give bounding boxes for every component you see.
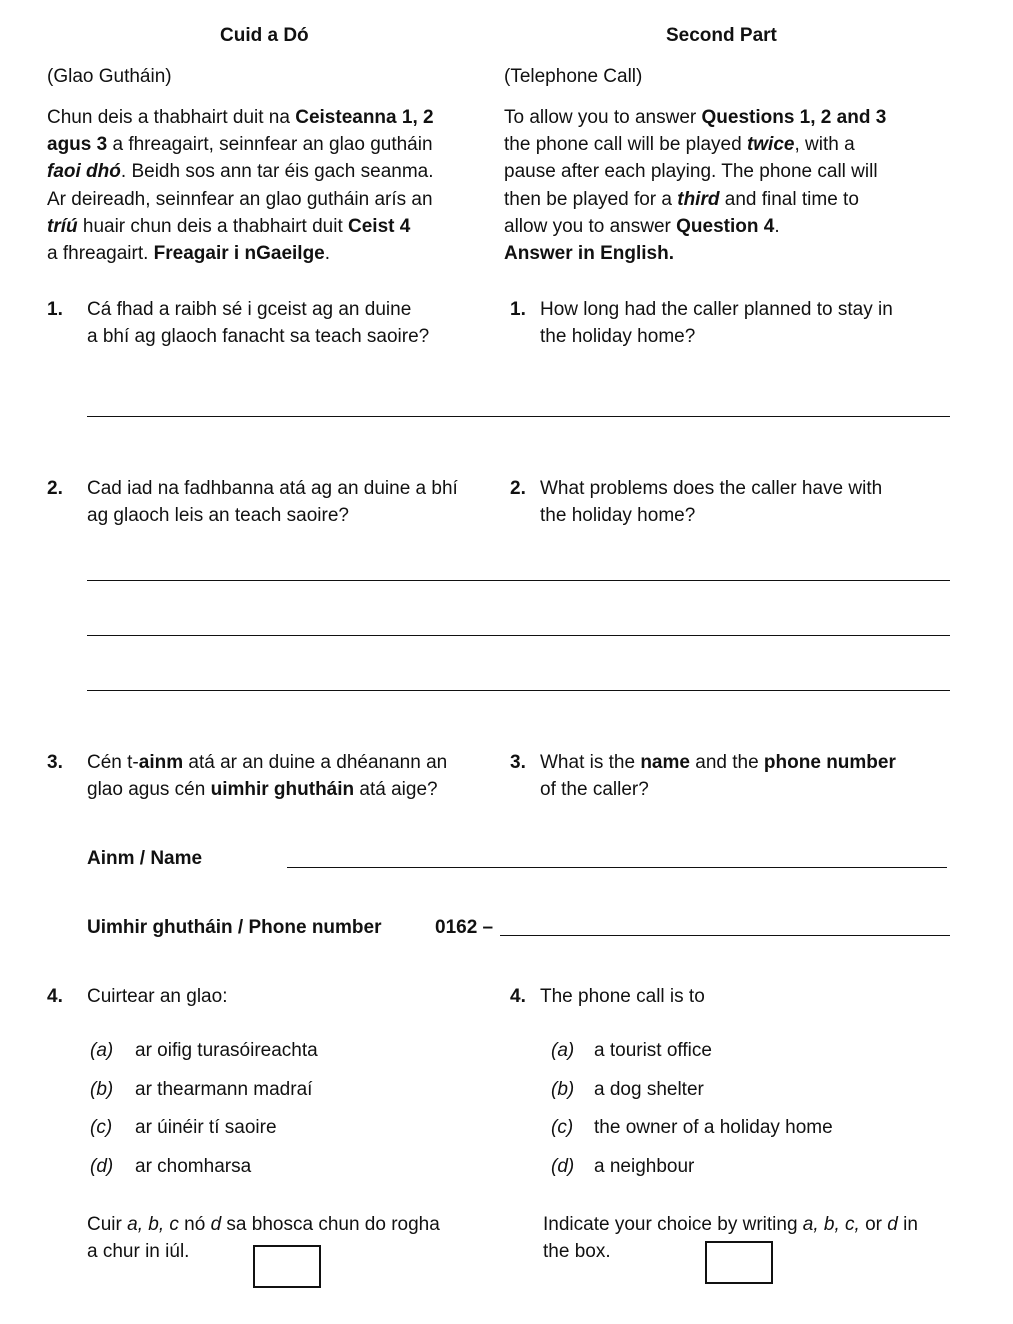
question-en-text: and the xyxy=(689,752,764,773)
answer-line[interactable] xyxy=(87,580,950,581)
question-en-text: The phone call is to xyxy=(540,986,705,1007)
question-number: 3. xyxy=(510,752,526,773)
left-subtitle: (Glao Gutháin) xyxy=(47,66,172,87)
intro-ga-bold: Ceisteanna 1, 2 xyxy=(295,107,434,128)
option-letter: (c) xyxy=(551,1117,574,1138)
question-ga-text: glao agus cén xyxy=(87,779,211,800)
instruction-text: the box. xyxy=(543,1241,611,1262)
option-en-text: a dog shelter xyxy=(594,1079,704,1100)
question-number: 2. xyxy=(510,478,526,499)
intro-en-bold: Answer in English. xyxy=(504,243,674,264)
question-number: 4. xyxy=(510,986,526,1007)
intro-en-text: allow you to answer xyxy=(504,216,677,237)
option-en-c xyxy=(551,1114,573,1141)
question-ga-bold: ainm xyxy=(138,752,184,773)
option-letter: (a) xyxy=(90,1040,114,1061)
option-en-text: the owner of a holiday home xyxy=(594,1117,833,1138)
answer-line[interactable] xyxy=(87,690,950,691)
question-en-text: the holiday home? xyxy=(540,326,696,347)
question-en-bold: phone number xyxy=(763,752,896,773)
answer-box-ga[interactable] xyxy=(253,1245,321,1288)
answer-box-en[interactable] xyxy=(705,1241,773,1284)
intro-en-text: , with a xyxy=(794,134,855,155)
option-ga-d xyxy=(90,1153,113,1180)
question-en-text: What is the xyxy=(540,752,641,773)
option-en-d xyxy=(551,1153,574,1180)
instruction-text: a chur in iúl. xyxy=(87,1241,190,1262)
question-ga-text: ag glaoch leis an teach saoire? xyxy=(87,505,349,526)
name-label: Ainm / Name xyxy=(87,848,203,869)
question-ga-text: atá aige? xyxy=(354,779,438,800)
instruction-text: sa bhosca chun do rogha xyxy=(221,1214,440,1235)
question-ga-text: Cá fhad a raibh sé i gceist ag an duine xyxy=(87,299,412,320)
instruction-text: Cuir xyxy=(87,1214,128,1235)
instruction-emphasis: a, b, c, xyxy=(802,1214,860,1235)
option-letter: (b) xyxy=(90,1079,114,1100)
question-number: 3. xyxy=(47,752,63,773)
question-en-text: of the caller? xyxy=(540,779,649,800)
option-ga-text: ar thearmann madraí xyxy=(135,1079,313,1100)
instruction-text: Indicate your choice by writing xyxy=(543,1214,803,1235)
option-en-a xyxy=(551,1037,574,1064)
question-en-bold: name xyxy=(640,752,690,773)
option-ga-c xyxy=(90,1114,112,1141)
option-letter: (b) xyxy=(551,1079,575,1100)
instruction-emphasis: d xyxy=(210,1214,222,1235)
option-en-b xyxy=(551,1076,574,1103)
intro-en-text: then be played for a xyxy=(504,189,678,210)
intro-ga-text: Ar deireadh, seinnfear an glao gutháin arís an xyxy=(47,189,433,210)
answer-line[interactable] xyxy=(87,635,950,636)
intro-ga-text: . xyxy=(324,243,331,264)
question-number: 1. xyxy=(47,299,63,320)
instruction-ga xyxy=(87,1211,440,1238)
right-subtitle: (Telephone Call) xyxy=(504,66,643,87)
intro-ga-text: a fhreagairt. xyxy=(47,243,154,264)
option-letter: (c) xyxy=(90,1117,113,1138)
option-letter: (d) xyxy=(551,1156,575,1177)
option-ga-text: ar chomharsa xyxy=(135,1156,252,1177)
option-letter: (a) xyxy=(551,1040,575,1061)
question-ga-bold: uimhir ghutháin xyxy=(210,779,355,800)
phone-answer-line[interactable] xyxy=(500,935,950,936)
instruction-text: or xyxy=(859,1214,888,1235)
intro-ga-text: a fhreagairt, seinnfear an glao gutháin xyxy=(107,134,433,155)
intro-en-text: . xyxy=(774,216,780,237)
option-en-text: a tourist office xyxy=(594,1040,712,1061)
intro-en-emphasis: twice xyxy=(746,134,795,155)
intro-ga-emphasis: tríú xyxy=(47,216,78,237)
option-ga-text: ar úinéir tí saoire xyxy=(135,1117,277,1138)
option-ga-a xyxy=(90,1037,113,1064)
answer-line[interactable] xyxy=(87,416,950,417)
question-ga-text: a bhí ag glaoch fanacht sa teach saoire? xyxy=(87,326,430,347)
question-en-text: How long had the caller planned to stay in xyxy=(540,299,893,320)
option-ga-text: ar oifig turasóireachta xyxy=(135,1040,318,1061)
intro-en-emphasis: third xyxy=(677,189,720,210)
intro-en-text: and final time to xyxy=(719,189,859,210)
intro-ga-text: . Beidh sos ann tar éis gach seanma. xyxy=(120,161,434,182)
intro-en-text: To allow you to answer xyxy=(504,107,702,128)
instruction-en xyxy=(543,1211,918,1238)
intro-ga-bold: Freagair i nGaeilge xyxy=(153,243,325,264)
intro-en-text: the phone call will be played xyxy=(504,134,747,155)
intro-ga-text: Chun deis a thabhairt duit na xyxy=(47,107,296,128)
intro-ga-emphasis: faoi dhó xyxy=(47,161,121,182)
intro-ga-bold: agus 3 xyxy=(47,134,108,155)
right-section-title: Second Part xyxy=(666,25,777,46)
instruction-emphasis: d xyxy=(887,1214,898,1235)
intro-en-bold: Questions 1, 2 and 3 xyxy=(701,107,887,128)
question-number: 4. xyxy=(47,986,63,1007)
phone-label: Uimhir ghutháin / Phone number xyxy=(87,917,382,938)
question-ga-text: Cén t- xyxy=(87,752,139,773)
question-ga-text: Cad iad na fadhbanna atá ag an duine a bhí xyxy=(87,478,458,499)
question-en-text: the holiday home? xyxy=(540,505,696,526)
question-ga-text: atá ar an duine a dhéanann an xyxy=(183,752,448,773)
name-answer-line[interactable] xyxy=(287,867,947,868)
question-ga-text: Cuirtear an glao: xyxy=(87,986,228,1007)
left-section-title: Cuid a Dó xyxy=(220,25,309,46)
option-ga-b xyxy=(90,1076,113,1103)
question-en-text: What problems does the caller have with xyxy=(540,478,883,499)
instruction-emphasis: a, b, c xyxy=(127,1214,179,1235)
intro-en-text: pause after each playing. The phone call will xyxy=(504,161,878,182)
intro-ga-bold: Ceist 4 xyxy=(348,216,411,237)
phone-prefix: 0162 – xyxy=(435,917,494,938)
option-en-text: a neighbour xyxy=(594,1156,695,1177)
intro-ga-text: huair chun deis a thabhairt duit xyxy=(77,216,349,237)
question-number: 2. xyxy=(47,478,63,499)
instruction-text: in xyxy=(897,1214,918,1235)
intro-en-bold: Question 4 xyxy=(676,216,775,237)
instruction-text: nó xyxy=(178,1214,211,1235)
option-letter: (d) xyxy=(90,1156,114,1177)
question-number: 1. xyxy=(510,299,526,320)
